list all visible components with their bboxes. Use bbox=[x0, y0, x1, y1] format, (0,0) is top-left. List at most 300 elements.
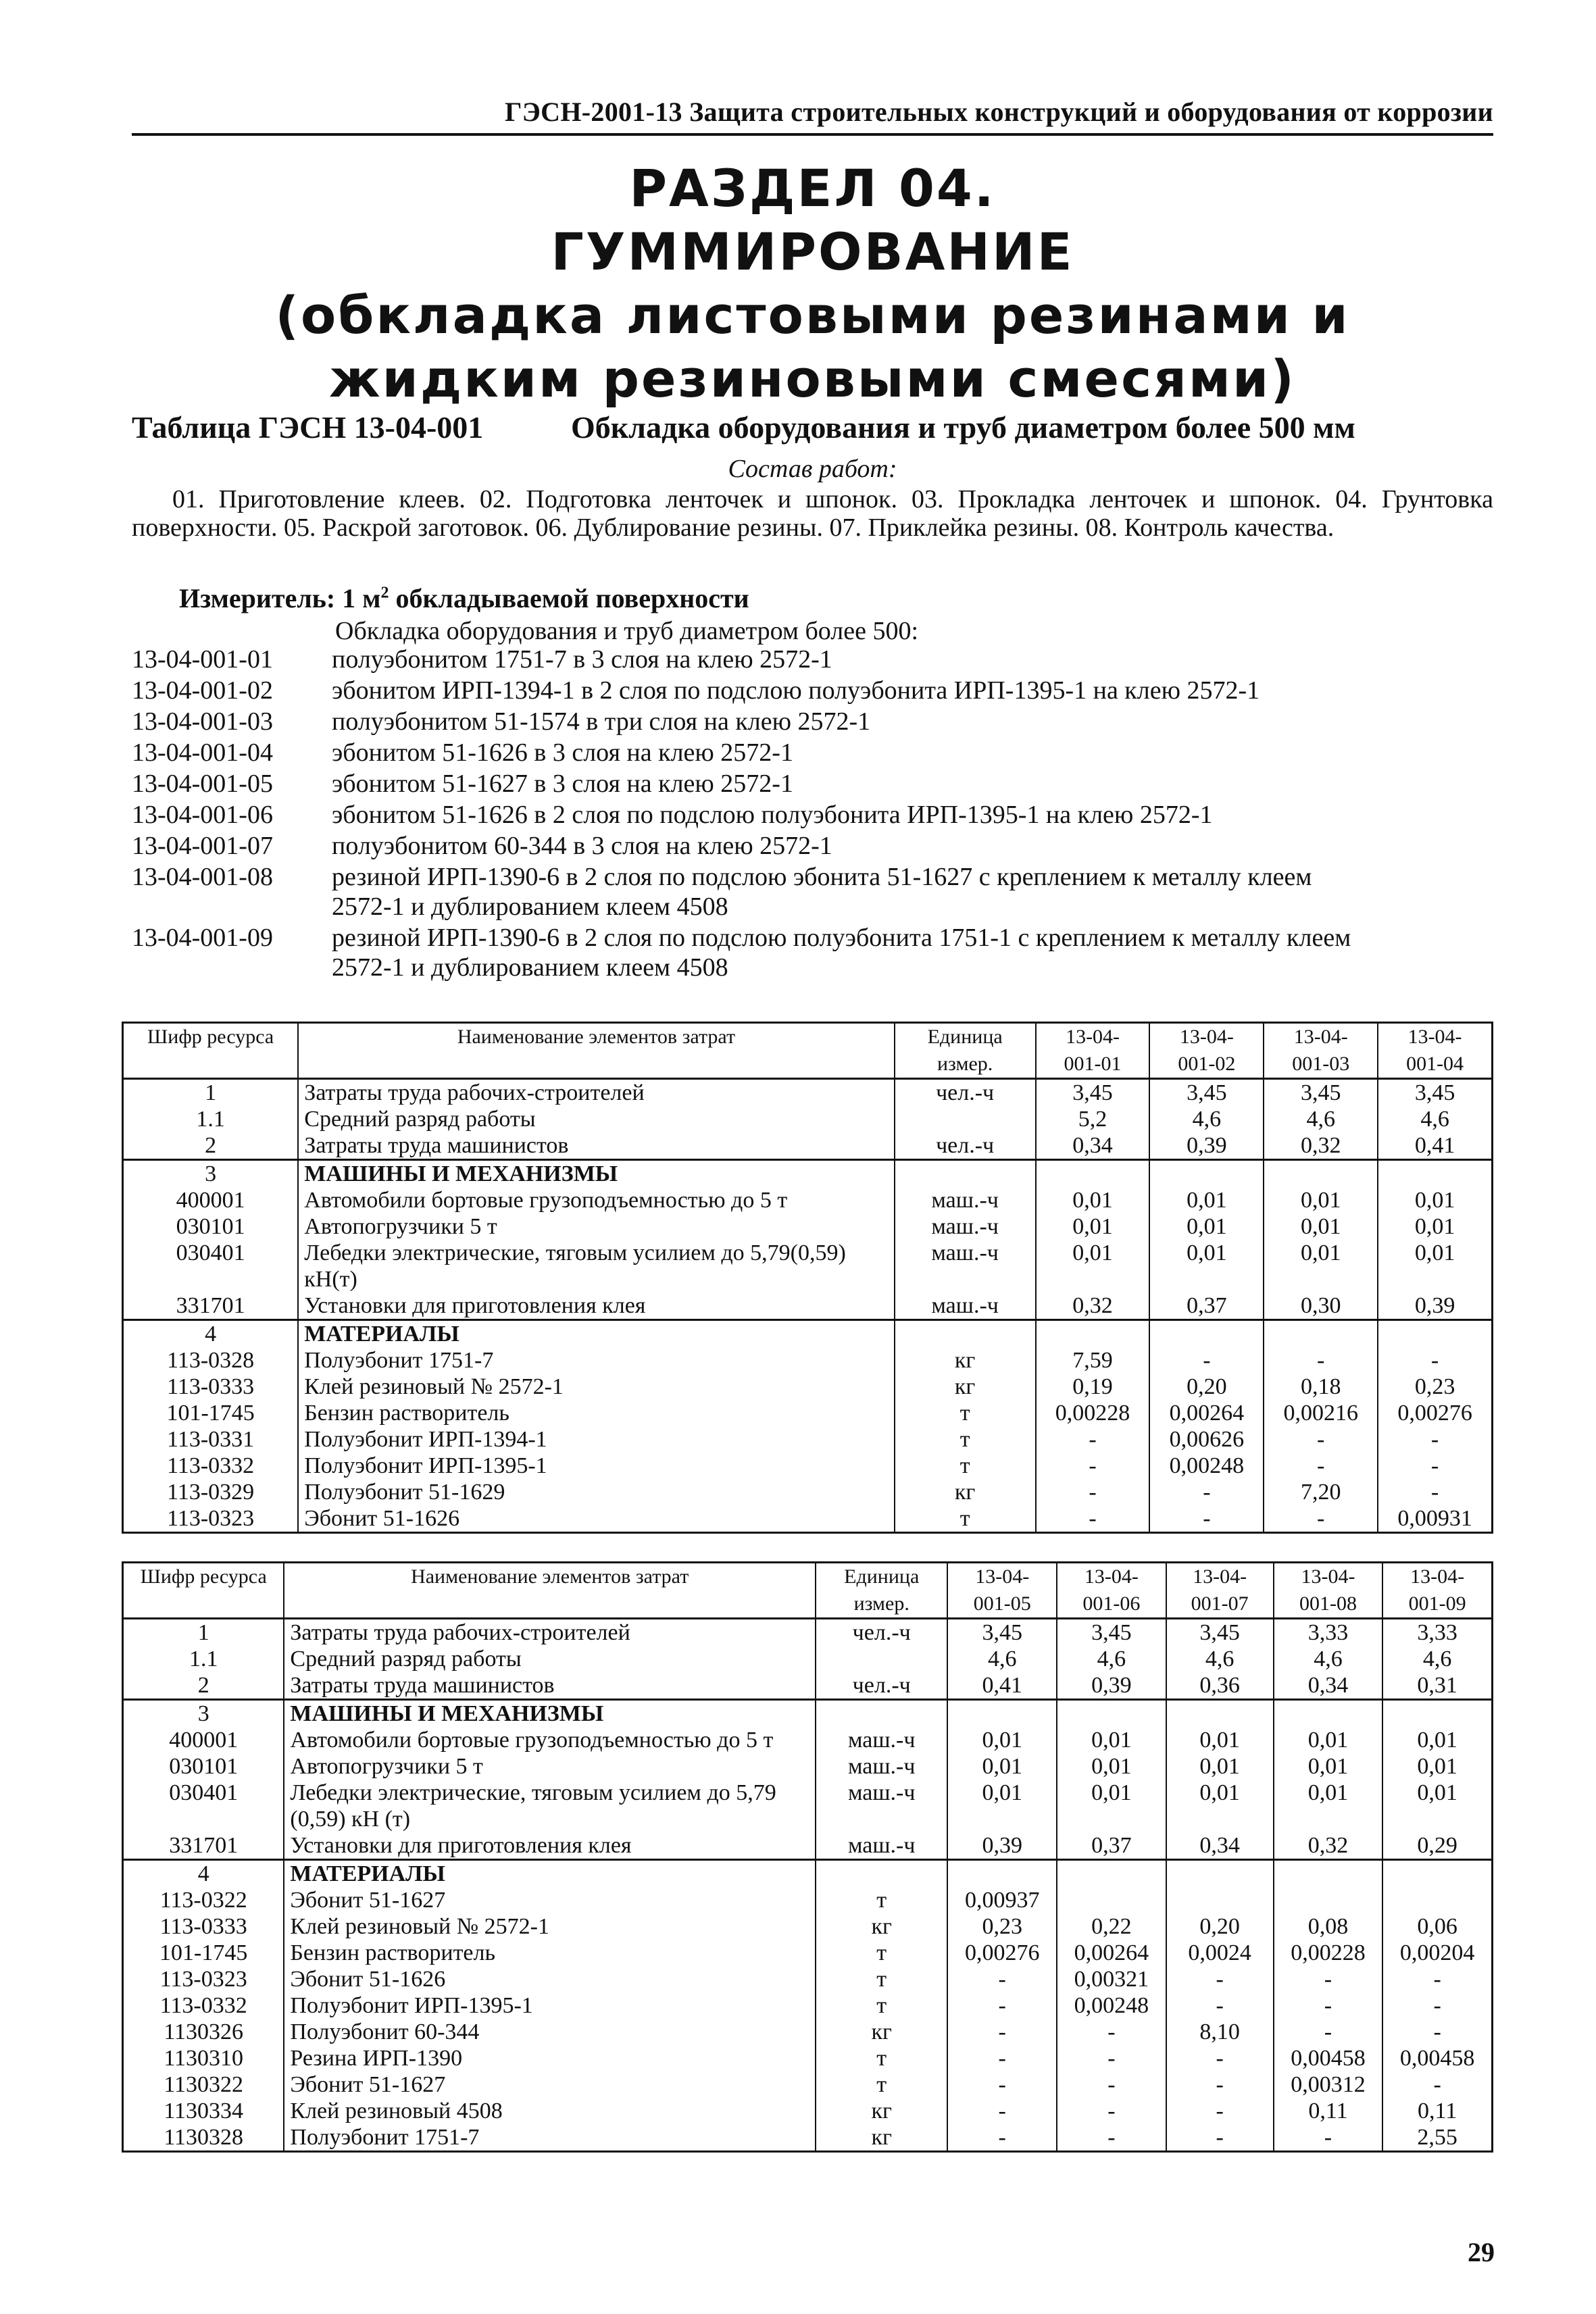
norm-value: 2,55 bbox=[1382, 2124, 1492, 2152]
norm-value: 0,01 bbox=[1264, 1240, 1378, 1292]
table-header-row bbox=[123, 1023, 1493, 1079]
header-norm-code-line: 001-02 bbox=[1178, 1053, 1236, 1075]
norm-value: 0,01 bbox=[947, 1780, 1057, 1832]
norm-value: - bbox=[947, 2071, 1057, 2098]
norm-value: 0,18 bbox=[1264, 1374, 1378, 1400]
variant-code: 13-04-001-03 bbox=[132, 707, 273, 736]
norm-value: 0,01 bbox=[1149, 1187, 1264, 1213]
variant-row bbox=[132, 645, 1493, 674]
norm-value: 0,37 bbox=[1149, 1292, 1264, 1320]
resource-code: 1130334 bbox=[123, 2098, 284, 2124]
norm-value: - bbox=[1274, 2019, 1383, 2045]
norm-value: 0,41 bbox=[947, 1672, 1057, 1700]
variant-description: резиной ИРП-1390-6 в 2 слоя по подслою полуэбонита 1751-1 с креплением к металлу клеем 2572-1 и дублированием клеем 4508 bbox=[332, 924, 1351, 982]
norm-value: 0,29 bbox=[1382, 1832, 1492, 1860]
cost-element-name: Клей резиновый 4508 bbox=[284, 2098, 816, 2124]
running-header: ГЭСН-2001-13 Защита строительных конструкций и оборудования от коррозии bbox=[505, 97, 1493, 127]
table-row bbox=[123, 1887, 1493, 1913]
cost-element-name: Затраты труда машинистов bbox=[298, 1132, 894, 1160]
norm-value: - bbox=[1149, 1479, 1264, 1505]
norm-value: - bbox=[1166, 2124, 1274, 2152]
norm-value: - bbox=[1036, 1426, 1150, 1453]
table-row bbox=[123, 2071, 1493, 2098]
norm-value: 0,39 bbox=[947, 1832, 1057, 1860]
norm-value: 0,01 bbox=[1264, 1213, 1378, 1240]
norm-value: 0,00626 bbox=[1149, 1426, 1264, 1453]
header-cost-element: Наименование элементов затрат bbox=[284, 1563, 816, 1619]
unit-of-measure: маш.-ч bbox=[816, 1727, 947, 1753]
table-row bbox=[123, 1505, 1493, 1533]
norm-value: - bbox=[1036, 1453, 1150, 1479]
norm-value bbox=[1036, 1160, 1150, 1188]
norm-value: 3,45 bbox=[1166, 1619, 1274, 1646]
norm-value: - bbox=[1166, 2071, 1274, 2098]
norm-value: 0,00458 bbox=[1274, 2045, 1383, 2071]
norm-value: - bbox=[1264, 1426, 1378, 1453]
table-row bbox=[123, 1132, 1493, 1160]
table-row bbox=[123, 1347, 1493, 1374]
table-row bbox=[123, 1374, 1493, 1400]
header-norm-code bbox=[1036, 1023, 1150, 1079]
unit-of-measure bbox=[816, 1646, 947, 1672]
cost-element-name: Эбонит 51-1626 bbox=[284, 1966, 816, 1992]
table-row bbox=[123, 1992, 1493, 2019]
resource-code: 113-0333 bbox=[123, 1374, 299, 1400]
resource-code: 113-0328 bbox=[123, 1347, 299, 1374]
header-rule bbox=[132, 133, 1493, 136]
norm-value: 0,01 bbox=[1378, 1240, 1492, 1292]
section-row bbox=[123, 1160, 1493, 1188]
table-row bbox=[123, 1479, 1493, 1505]
norm-value: - bbox=[1378, 1453, 1492, 1479]
unit-of-measure: т bbox=[816, 1940, 947, 1966]
resource-code: 1130310 bbox=[123, 2045, 284, 2071]
norm-value bbox=[1274, 1887, 1383, 1913]
header-norm-code-line: 13-04- bbox=[1293, 1026, 1348, 1048]
norm-value bbox=[1166, 1700, 1274, 1728]
section-title bbox=[132, 157, 1493, 411]
header-unit-line: Единица bbox=[927, 1026, 1003, 1048]
unit-of-measure: кг bbox=[895, 1479, 1036, 1505]
norm-value: 0,00276 bbox=[1378, 1400, 1492, 1426]
meter-suffix: обкладываемой поверхности bbox=[389, 583, 749, 613]
norm-value: - bbox=[947, 2045, 1057, 2071]
table-row bbox=[123, 1646, 1493, 1672]
header-resource-code: Шифр ресурса bbox=[123, 1023, 299, 1079]
norm-value: 0,00228 bbox=[1036, 1400, 1150, 1426]
norm-value: 0,11 bbox=[1274, 2098, 1383, 2124]
norm-value bbox=[1057, 1887, 1166, 1913]
cost-element-name: Эбонит 51-1626 bbox=[298, 1505, 894, 1533]
cost-element-name: Лебедки электрические, тяговым усилием до 5,79(0,59) кН(т) bbox=[298, 1240, 894, 1292]
works-caption: Состав работ: bbox=[728, 455, 897, 483]
norm-value: 0,00931 bbox=[1378, 1505, 1492, 1533]
norm-value bbox=[1057, 1700, 1166, 1728]
header-norm-code bbox=[1378, 1023, 1492, 1079]
resource-code: 1.1 bbox=[123, 1646, 284, 1672]
resource-code: 2 bbox=[123, 1672, 284, 1700]
table-row bbox=[123, 1832, 1493, 1860]
cost-element-name: Клей резиновый № 2572-1 bbox=[298, 1374, 894, 1400]
norm-value: - bbox=[947, 1966, 1057, 1992]
norm-value: - bbox=[1166, 1966, 1274, 1992]
variant-code: 13-04-001-08 bbox=[132, 863, 273, 891]
norm-value: - bbox=[1149, 1505, 1264, 1533]
resource-code: 113-0323 bbox=[123, 1966, 284, 1992]
header-norm-code bbox=[1057, 1563, 1166, 1619]
norm-value bbox=[1378, 1160, 1492, 1188]
header-norm-code-line: 13-04- bbox=[1084, 1565, 1139, 1588]
norm-value: 0,01 bbox=[1166, 1753, 1274, 1780]
section-title-line: жидким резиновыми смесями) bbox=[328, 349, 1297, 409]
unit-of-measure bbox=[816, 1860, 947, 1888]
unit-of-measure: маш.-ч bbox=[816, 1780, 947, 1832]
norm-value: - bbox=[947, 2019, 1057, 2045]
norm-value: 0,01 bbox=[1274, 1780, 1383, 1832]
norm-value: 4,6 bbox=[1057, 1646, 1166, 1672]
resource-code: 4 bbox=[123, 1320, 299, 1348]
resource-code: 030101 bbox=[123, 1753, 284, 1780]
resource-code: 3 bbox=[123, 1160, 299, 1188]
unit-of-measure: кг bbox=[816, 2124, 947, 2152]
unit-of-measure bbox=[895, 1106, 1036, 1132]
unit-of-measure bbox=[895, 1320, 1036, 1348]
page-number: 29 bbox=[1468, 2237, 1495, 2267]
norm-value: 0,32 bbox=[1264, 1132, 1378, 1160]
cost-element-name: Полуэбонит 51-1629 bbox=[298, 1479, 894, 1505]
norm-value: 0,01 bbox=[1378, 1187, 1492, 1213]
norm-value: 0,32 bbox=[1036, 1292, 1150, 1320]
variant-code: 13-04-001-06 bbox=[132, 801, 273, 829]
cost-element-name: Автопогрузчики 5 т bbox=[298, 1213, 894, 1240]
section-title-line: (обкладка листовыми резинами и bbox=[275, 285, 1350, 345]
norm-value: 0,34 bbox=[1166, 1832, 1274, 1860]
norm-value: - bbox=[1274, 2124, 1383, 2152]
norm-value: 7,59 bbox=[1036, 1347, 1150, 1374]
header-norm-code-line: 001-01 bbox=[1064, 1053, 1122, 1075]
cost-element-name: Резина ИРП-1390 bbox=[284, 2045, 816, 2071]
variant-description: эбонитом ИРП-1394-1 в 2 слоя по подслою полуэбонита ИРП-1395-1 на клею 2572-1 bbox=[332, 676, 1260, 705]
unit-of-measure: т bbox=[895, 1505, 1036, 1533]
norm-value: - bbox=[947, 2098, 1057, 2124]
norm-value: 3,45 bbox=[1149, 1079, 1264, 1107]
norm-value: 0,19 bbox=[1036, 1374, 1150, 1400]
norm-value: 0,23 bbox=[947, 1913, 1057, 1940]
table-code: Таблица ГЭСН 13-04-001 bbox=[132, 410, 484, 445]
variant-row bbox=[132, 831, 1493, 861]
header-norm-code-line: 001-06 bbox=[1082, 1592, 1141, 1615]
header-norm-code-line: 13-04- bbox=[1410, 1565, 1465, 1588]
norm-value: - bbox=[1057, 2098, 1166, 2124]
table-row bbox=[123, 1672, 1493, 1700]
norm-value: 0,30 bbox=[1264, 1292, 1378, 1320]
resource-code: 113-0329 bbox=[123, 1479, 299, 1505]
cost-element-name: МАШИНЫ И МЕХАНИЗМЫ bbox=[284, 1700, 816, 1728]
cost-element-name: Бензин растворитель bbox=[298, 1400, 894, 1426]
norm-value: - bbox=[1382, 1992, 1492, 2019]
norm-value: 0,41 bbox=[1378, 1132, 1492, 1160]
norm-value: 0,01 bbox=[1264, 1187, 1378, 1213]
variant-row bbox=[132, 769, 1493, 799]
resource-code: 030401 bbox=[123, 1240, 299, 1292]
table-row bbox=[123, 1106, 1493, 1132]
resource-code: 1.1 bbox=[123, 1106, 299, 1132]
norm-value: 0,39 bbox=[1149, 1132, 1264, 1160]
works-text: 01. Приготовление клеев. 02. Подготовка ленточек и шпонок. 03. Прокладка ленточек и шпонок. 04. Грунтовка поверхности. 05. Раскрой заготовок. 06. Дублирование резины. 07. Приклейка резины. 08. Контроль качества. bbox=[132, 485, 1493, 542]
header-norm-code bbox=[1274, 1563, 1383, 1619]
norm-value: 0,08 bbox=[1274, 1913, 1383, 1940]
norm-value: 0,00264 bbox=[1149, 1400, 1264, 1426]
resource-code: 331701 bbox=[123, 1832, 284, 1860]
norm-value: - bbox=[1057, 2045, 1166, 2071]
cost-element-name: Лебедки электрические, тяговым усилием до 5,79 (0,59) кН (т) bbox=[284, 1780, 816, 1832]
norm-value: 0,01 bbox=[1036, 1240, 1150, 1292]
norm-value bbox=[1264, 1160, 1378, 1188]
norm-value bbox=[1378, 1320, 1492, 1348]
header-unit-line: измер. bbox=[937, 1053, 993, 1075]
header-norm-code bbox=[1166, 1563, 1274, 1619]
meter-exponent: 2 bbox=[380, 584, 389, 602]
norm-value: 0,00458 bbox=[1382, 2045, 1492, 2071]
cost-element-name: МАШИНЫ И МЕХАНИЗМЫ bbox=[298, 1160, 894, 1188]
meter-text bbox=[179, 582, 749, 614]
unit-of-measure: кг bbox=[816, 2019, 947, 2045]
unit-of-measure: кг bbox=[895, 1374, 1036, 1400]
norm-value: 4,6 bbox=[1378, 1106, 1492, 1132]
norm-value: - bbox=[1166, 1992, 1274, 2019]
unit-of-measure: маш.-ч bbox=[816, 1753, 947, 1780]
header-norm-code-line: 13-04- bbox=[1407, 1026, 1462, 1048]
unit-of-measure: т bbox=[895, 1426, 1036, 1453]
norm-value: 4,6 bbox=[1382, 1646, 1492, 1672]
norm-value: 4,6 bbox=[1166, 1646, 1274, 1672]
norm-value: 8,10 bbox=[1166, 2019, 1274, 2045]
norm-value: - bbox=[1057, 2124, 1166, 2152]
variant-code: 13-04-001-04 bbox=[132, 738, 273, 767]
norm-value: 0,01 bbox=[1149, 1213, 1264, 1240]
variant-row bbox=[132, 923, 1493, 982]
norm-value bbox=[1166, 1860, 1274, 1888]
norm-value: 0,01 bbox=[1036, 1213, 1150, 1240]
cost-element-name: Затраты труда рабочих-строителей bbox=[298, 1079, 894, 1107]
norm-value: - bbox=[1166, 2045, 1274, 2071]
table-row bbox=[123, 1292, 1493, 1320]
unit-of-measure: маш.-ч bbox=[816, 1832, 947, 1860]
resource-code: 113-0332 bbox=[123, 1992, 284, 2019]
resource-code: 400001 bbox=[123, 1727, 284, 1753]
norm-value: 3,45 bbox=[947, 1619, 1057, 1646]
cost-element-name: Установки для приготовления клея bbox=[298, 1292, 894, 1320]
header-cost-element: Наименование элементов затрат bbox=[298, 1023, 894, 1079]
norm-value: 0,01 bbox=[1149, 1240, 1264, 1292]
norm-value: 4,6 bbox=[1264, 1106, 1378, 1132]
unit-of-measure: т bbox=[816, 2071, 947, 2098]
resource-code: 030101 bbox=[123, 1213, 299, 1240]
variant-code: 13-04-001-02 bbox=[132, 676, 273, 705]
norm-value bbox=[1382, 1887, 1492, 1913]
section-title-line: ГУММИРОВАНИЕ bbox=[551, 222, 1074, 282]
unit-of-measure bbox=[895, 1160, 1036, 1188]
header-resource-code: Шифр ресурса bbox=[123, 1563, 284, 1619]
norm-value: - bbox=[1036, 1479, 1150, 1505]
norm-value: 0,00937 bbox=[947, 1887, 1057, 1913]
norm-value bbox=[1264, 1320, 1378, 1348]
norm-value: 0,00312 bbox=[1274, 2071, 1383, 2098]
norm-value: 3,45 bbox=[1036, 1079, 1150, 1107]
table-header-row bbox=[123, 1563, 1493, 1619]
norm-value: 0,01 bbox=[1382, 1780, 1492, 1832]
norm-value: 0,01 bbox=[1378, 1213, 1492, 1240]
unit-of-measure: маш.-ч bbox=[895, 1240, 1036, 1292]
header-norm-code-line: 001-05 bbox=[973, 1592, 1031, 1615]
cost-element-name: Автопогрузчики 5 т bbox=[284, 1753, 816, 1780]
variant-row bbox=[132, 862, 1493, 922]
norm-value: 0,11 bbox=[1382, 2098, 1492, 2124]
norm-value bbox=[1382, 1860, 1492, 1888]
norm-value: - bbox=[1382, 2071, 1492, 2098]
table-row bbox=[123, 2098, 1493, 2124]
norm-value: 4,6 bbox=[947, 1646, 1057, 1672]
norm-value: - bbox=[1057, 2071, 1166, 2098]
norm-value: - bbox=[1378, 1347, 1492, 1374]
header-norm-code bbox=[1382, 1563, 1492, 1619]
norm-value: 3,45 bbox=[1057, 1619, 1166, 1646]
norm-value: 0,32 bbox=[1274, 1832, 1383, 1860]
section-row bbox=[123, 1700, 1493, 1728]
resource-code: 4 bbox=[123, 1860, 284, 1888]
resource-code: 3 bbox=[123, 1700, 284, 1728]
unit-of-measure: т bbox=[895, 1453, 1036, 1479]
norm-value: - bbox=[947, 1992, 1057, 2019]
table-row bbox=[123, 1079, 1493, 1107]
norm-value: 0,37 bbox=[1057, 1832, 1166, 1860]
norm-value: 0,23 bbox=[1378, 1374, 1492, 1400]
norm-value: - bbox=[947, 2124, 1057, 2152]
norm-value bbox=[1057, 1860, 1166, 1888]
variant-code: 13-04-001-07 bbox=[132, 832, 273, 860]
meter-label: Измеритель: 1 м bbox=[179, 583, 381, 613]
header-unit-line: измер. bbox=[853, 1592, 909, 1615]
unit-of-measure bbox=[816, 1700, 947, 1728]
norm-value: 5,2 bbox=[1036, 1106, 1150, 1132]
table-row bbox=[123, 2124, 1493, 2152]
norm-value: 0,0024 bbox=[1166, 1940, 1274, 1966]
norm-value: - bbox=[1264, 1453, 1378, 1479]
norm-value: - bbox=[1149, 1347, 1264, 1374]
norm-value bbox=[1166, 1887, 1274, 1913]
resource-code: 030401 bbox=[123, 1780, 284, 1832]
header-norm-code bbox=[947, 1563, 1057, 1619]
header-norm-code-line: 13-04- bbox=[975, 1565, 1030, 1588]
norm-value: 0,00248 bbox=[1149, 1453, 1264, 1479]
table-row bbox=[123, 2019, 1493, 2045]
cost-element-name: Эбонит 51-1627 bbox=[284, 2071, 816, 2098]
norm-value: 0,20 bbox=[1149, 1374, 1264, 1400]
norm-value: 0,01 bbox=[947, 1753, 1057, 1780]
table-description: Обкладка оборудования и труб диаметром более 500 мм bbox=[571, 410, 1355, 445]
cost-element-name: Бензин растворитель bbox=[284, 1940, 816, 1966]
variant-code: 13-04-001-05 bbox=[132, 770, 273, 798]
norm-value: 0,01 bbox=[1166, 1727, 1274, 1753]
norm-value: 0,31 bbox=[1382, 1672, 1492, 1700]
header-norm-code bbox=[1264, 1023, 1378, 1079]
unit-of-measure: т bbox=[816, 1887, 947, 1913]
norm-value bbox=[1382, 1700, 1492, 1728]
header-norm-code-line: 001-09 bbox=[1408, 1592, 1466, 1615]
unit-of-measure: кг bbox=[816, 2098, 947, 2124]
variant-description: эбонитом 51-1626 в 3 слоя на клею 2572-1 bbox=[332, 738, 793, 767]
norm-value: - bbox=[1382, 2019, 1492, 2045]
table-row bbox=[123, 1940, 1493, 1966]
header-norm-code-line: 001-04 bbox=[1406, 1053, 1464, 1075]
norm-value: 0,36 bbox=[1166, 1672, 1274, 1700]
table-row bbox=[123, 1780, 1493, 1832]
table-row bbox=[123, 1240, 1493, 1292]
cost-element-name: МАТЕРИАЛЫ bbox=[298, 1320, 894, 1348]
norm-value: 0,01 bbox=[1057, 1727, 1166, 1753]
norm-value bbox=[947, 1700, 1057, 1728]
norm-value: - bbox=[1274, 1992, 1383, 2019]
variant-description: эбонитом 51-1627 в 3 слоя на клею 2572-1 bbox=[332, 770, 793, 798]
cost-element-name: Полуэбонит 1751-7 bbox=[284, 2124, 816, 2152]
norm-value: 0,01 bbox=[1382, 1753, 1492, 1780]
norm-value: - bbox=[1378, 1426, 1492, 1453]
variant-row bbox=[132, 738, 1493, 768]
resource-table-b bbox=[122, 1561, 1493, 2153]
unit-of-measure: маш.-ч bbox=[895, 1213, 1036, 1240]
resource-code: 400001 bbox=[123, 1187, 299, 1213]
variant-list bbox=[132, 645, 1493, 984]
unit-of-measure: маш.-ч bbox=[895, 1187, 1036, 1213]
unit-of-measure: т bbox=[816, 1966, 947, 1992]
norm-value: 0,01 bbox=[1057, 1780, 1166, 1832]
resource-code: 101-1745 bbox=[123, 1940, 284, 1966]
unit-of-measure: чел.-ч bbox=[816, 1672, 947, 1700]
table-row bbox=[123, 1213, 1493, 1240]
cost-element-name: Полуэбонит 1751-7 bbox=[298, 1347, 894, 1374]
norm-value: - bbox=[1057, 2019, 1166, 2045]
variant-row bbox=[132, 676, 1493, 705]
unit-of-measure: чел.-ч bbox=[816, 1619, 947, 1646]
norm-value: - bbox=[1378, 1479, 1492, 1505]
norm-value: - bbox=[1274, 1966, 1383, 1992]
norm-value: - bbox=[1264, 1505, 1378, 1533]
variant-row bbox=[132, 707, 1493, 736]
header-norm-code-line: 13-04- bbox=[1066, 1026, 1120, 1048]
norm-value: 0,34 bbox=[1036, 1132, 1150, 1160]
header-unit bbox=[816, 1563, 947, 1619]
norm-value: 4,6 bbox=[1274, 1646, 1383, 1672]
variant-description: полуэбонитом 60-344 в 3 слоя на клею 2572-1 bbox=[332, 832, 832, 860]
variant-description: полуэбонитом 1751-7 в 3 слоя на клею 2572-1 bbox=[332, 645, 832, 674]
cost-element-name: Затраты труда рабочих-строителей bbox=[284, 1619, 816, 1646]
norm-value: 0,01 bbox=[1036, 1187, 1150, 1213]
variant-code: 13-04-001-09 bbox=[132, 924, 273, 952]
cost-element-name: Затраты труда машинистов bbox=[284, 1672, 816, 1700]
norm-value: 0,00276 bbox=[947, 1940, 1057, 1966]
norm-value: 4,6 bbox=[1149, 1106, 1264, 1132]
unit-of-measure: т bbox=[816, 1992, 947, 2019]
norm-value: 0,22 bbox=[1057, 1913, 1166, 1940]
resource-code: 1130322 bbox=[123, 2071, 284, 2098]
header-norm-code bbox=[1149, 1023, 1264, 1079]
cost-element-name: МАТЕРИАЛЫ bbox=[284, 1860, 816, 1888]
table-row bbox=[123, 1913, 1493, 1940]
unit-of-measure: чел.-ч bbox=[895, 1132, 1036, 1160]
header-norm-code-line: 13-04- bbox=[1193, 1565, 1247, 1588]
cost-element-name: Полуэбонит 60-344 bbox=[284, 2019, 816, 2045]
variant-description: эбонитом 51-1626 в 2 слоя по подслою полуэбонита ИРП-1395-1 на клею 2572-1 bbox=[332, 801, 1213, 829]
